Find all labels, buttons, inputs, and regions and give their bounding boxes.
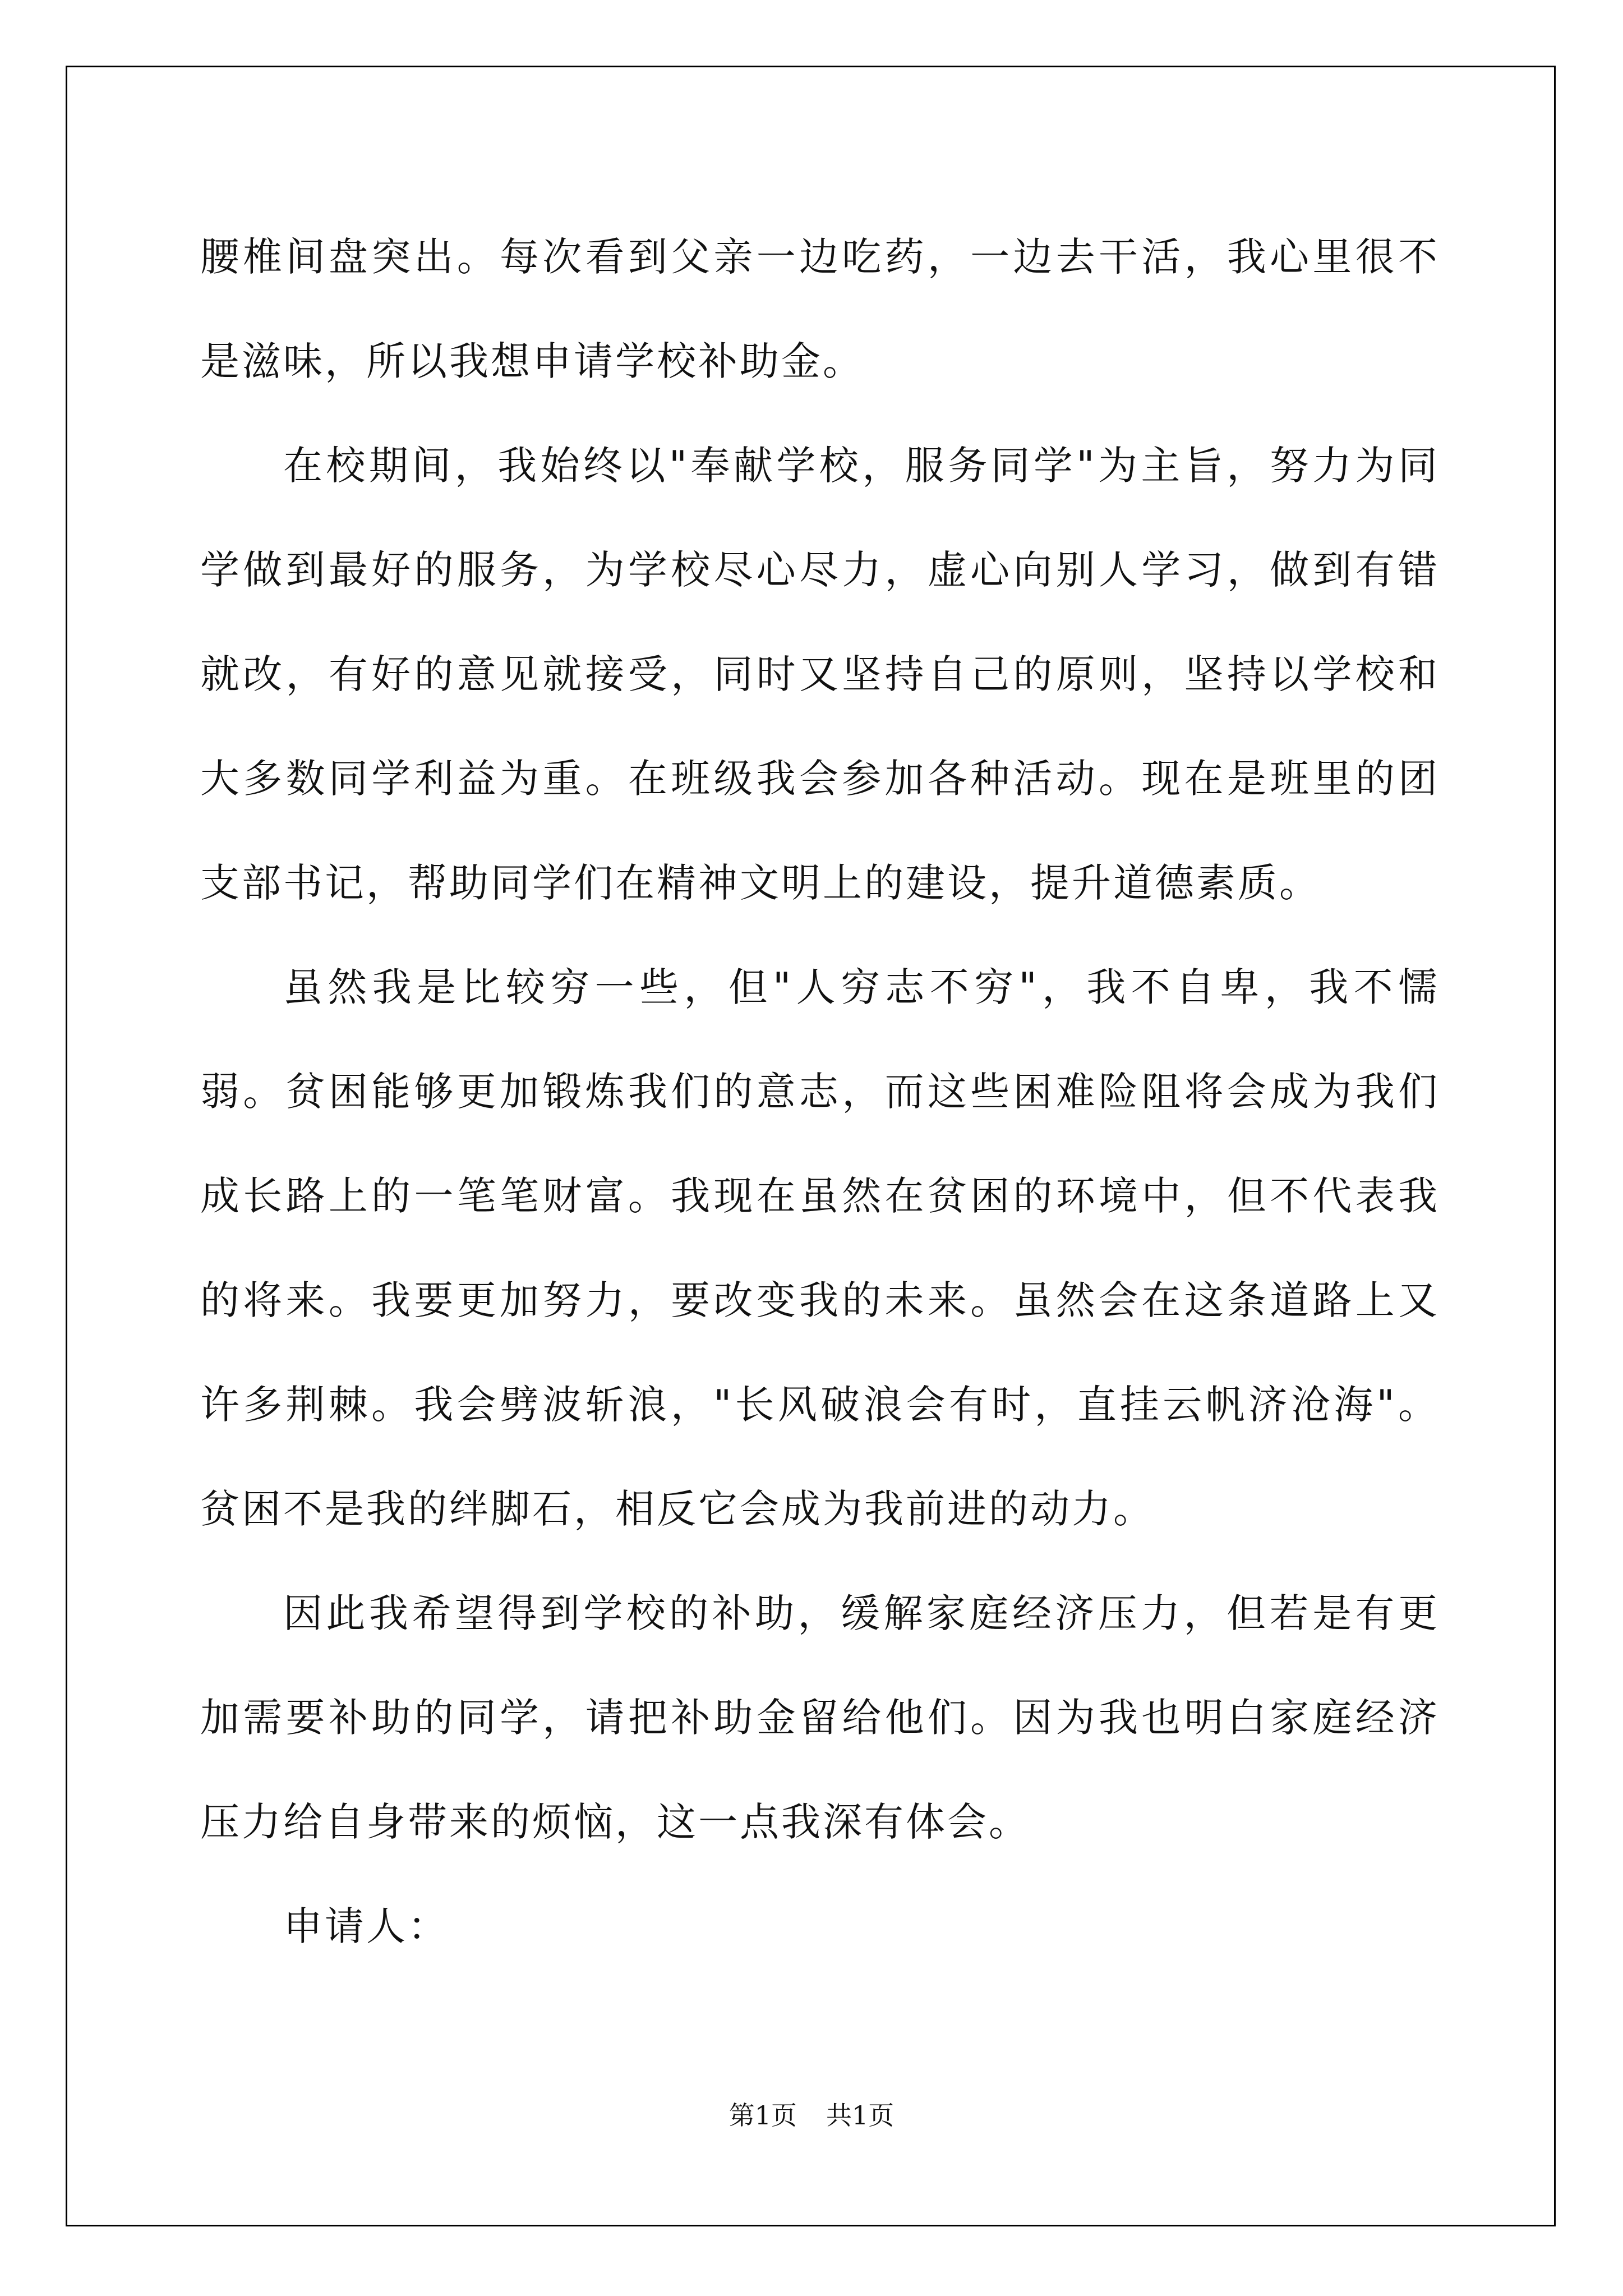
- paragraph-3: 虽然我是比较穷一些，但"人穷志不穷"，我不自卑，我不懦弱。贫困能够更加锻炼我们的意志，而这些困难险阻将会成为我们成长路上的一笔笔财富。我现在虽然在贫困的环境中，但不代表我的将来。我要更加努力，要改变我的未来。虽然会在这条道路上又许多荆棘。我会劈波斩浪，"长风破浪会有时，直挂云帆济沧海"。贫困不是我的绊脚石，相反它会成为我前进的动力。: [200, 964, 1440, 1532]
- page-footer: [0, 2095, 1623, 2132]
- page-number: 第1页: [728, 2100, 797, 2131]
- paragraph-1: 腰椎间盘突出。每次看到父亲一边吃药，一边去干活，我心里很不是滋味，所以我想申请学校补助金。: [200, 234, 1440, 384]
- paragraph-2: 在校期间，我始终以"奉献学校，服务同学"为主旨，努力为同学做到最好的服务，为学校尽心尽力，虚心向别人学习，做到有错就改，有好的意见就接受，同时又坚持自己的原则，坚持以学校和大多数同学利益为重。在班级我会参加各种活动。现在是班里的团支部书记，帮助同学们在精神文明上的建设，提升道德素质。: [200, 443, 1440, 906]
- applicant-signature-line: 申请人：: [283, 1903, 449, 1949]
- document-body: [200, 205, 1440, 1978]
- page-total: 共1页: [826, 2100, 895, 2131]
- paragraph-4: 因此我希望得到学校的补助，缓解家庭经济压力，但若是有更加需要补助的同学，请把补助金留给他们。因为我也明白家庭经济压力给自身带来的烦恼，这一点我深有体会。: [200, 1590, 1440, 1845]
